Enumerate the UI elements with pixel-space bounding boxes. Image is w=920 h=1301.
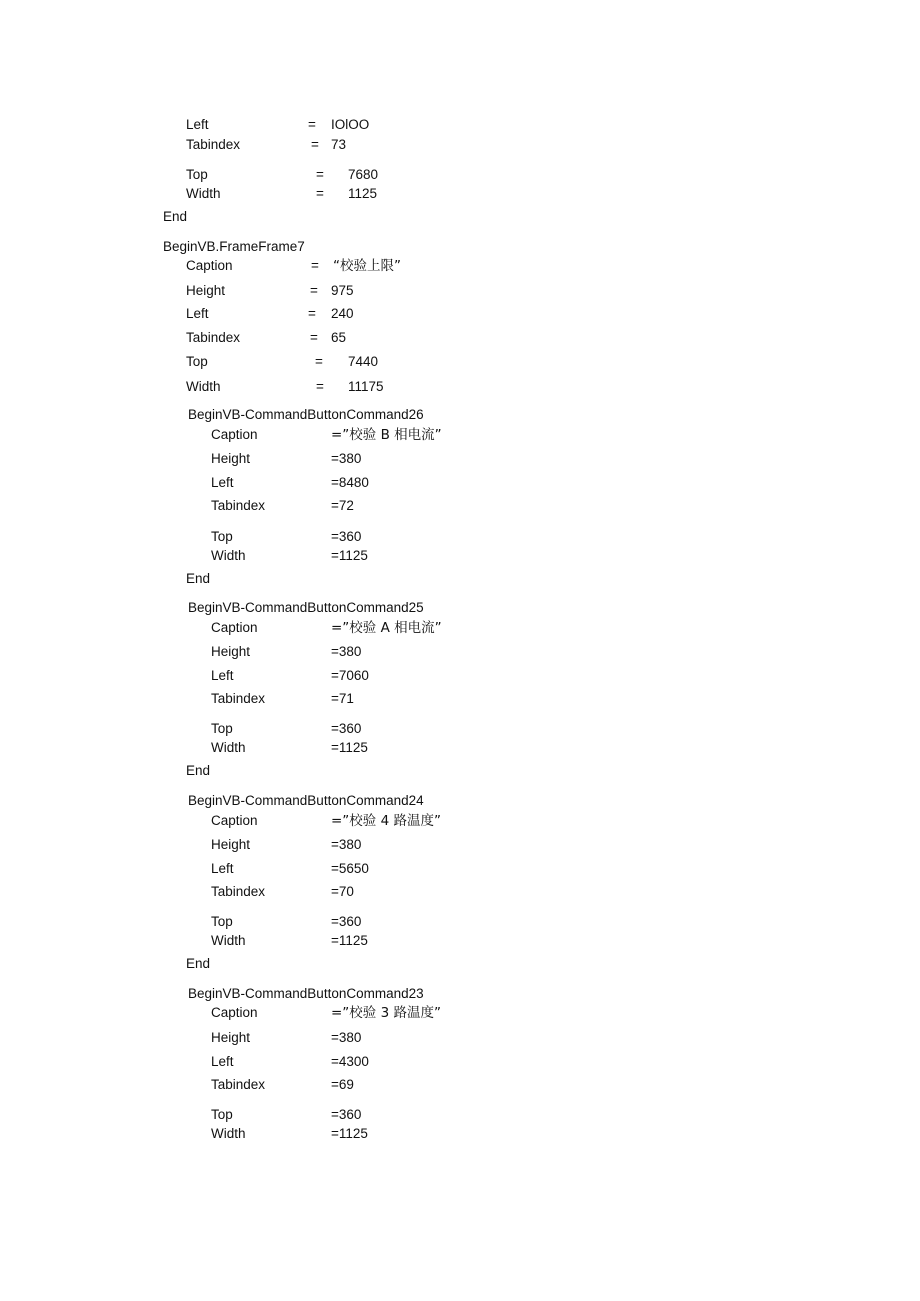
button-begin-line: BeginVB-CommandButtonCommand24 (188, 793, 424, 808)
prop-key: Caption (211, 1005, 258, 1020)
prop-key: Height (186, 283, 226, 298)
end-keyword: End (163, 209, 188, 224)
prop-value: 65 (331, 330, 347, 345)
prop-key: Left (211, 1054, 234, 1069)
prop-value: =360 (331, 914, 362, 929)
button-begin-line: BeginVB-CommandButtonCommand26 (188, 407, 424, 422)
prop-key: Left (211, 668, 234, 683)
prop-value: =72 (331, 498, 354, 513)
prop-value: =5650 (331, 861, 369, 876)
prop-key: Width (211, 933, 246, 948)
prop-value: =8480 (331, 475, 369, 490)
prop-key: Tabindex (211, 498, 266, 513)
prop-key: Tabindex (186, 330, 241, 345)
prop-value: “校验上限” (333, 258, 401, 274)
prop-equals: = (311, 137, 319, 152)
end-keyword: End (186, 571, 211, 586)
prop-key: Top (211, 721, 233, 736)
prop-equals: = (308, 117, 316, 132)
prop-value: =69 (331, 1077, 354, 1092)
prop-value: =1125 (331, 1126, 368, 1141)
prop-key: Height (211, 837, 251, 852)
prop-key: Left (186, 306, 209, 321)
prop-key: Caption (186, 258, 233, 273)
prop-equals: = (311, 258, 319, 273)
prop-equals: = (316, 167, 324, 182)
frame-begin-line: BeginVB.FrameFrame7 (163, 239, 305, 254)
prop-equals: = (310, 283, 318, 298)
prop-key: Left (186, 117, 209, 132)
prop-value: 7440 (348, 354, 379, 369)
prop-value: 975 (331, 283, 354, 298)
prop-value: =70 (331, 884, 354, 899)
prop-value: =380 (331, 837, 362, 852)
prop-value: =360 (331, 529, 362, 544)
prop-key: Tabindex (211, 884, 266, 899)
prop-value: =360 (331, 1107, 362, 1122)
prop-value: 7680 (348, 167, 379, 182)
end-keyword: End (186, 763, 211, 778)
prop-equals: = (316, 379, 324, 394)
prop-key: Top (186, 167, 208, 182)
prop-key: Tabindex (186, 137, 241, 152)
prop-value: =1125 (331, 740, 368, 755)
prop-value: =”校验 B 相电流” (331, 427, 442, 443)
button-begin-line: BeginVB-CommandButtonCommand25 (188, 600, 424, 615)
end-keyword: End (186, 956, 211, 971)
prop-key: Width (211, 1126, 246, 1141)
prop-key: Tabindex (211, 691, 266, 706)
prop-key: Width (186, 379, 221, 394)
prop-key: Top (211, 914, 233, 929)
prop-value: =1125 (331, 933, 368, 948)
prop-key: Height (211, 644, 251, 659)
prop-value: =360 (331, 721, 362, 736)
prop-value: =4300 (331, 1054, 369, 1069)
prop-value: 11175 (348, 379, 384, 394)
prop-key: Caption (211, 427, 258, 442)
prop-key: Top (211, 1107, 233, 1122)
prop-key: Width (211, 740, 246, 755)
prop-equals: = (308, 306, 316, 321)
prop-value: =380 (331, 1030, 362, 1045)
prop-key: Height (211, 451, 251, 466)
prop-value: =”校验 3 路温度” (331, 1005, 441, 1021)
prop-value: 240 (331, 306, 354, 321)
prop-key: Width (211, 548, 246, 563)
button-begin-line: BeginVB-CommandButtonCommand23 (188, 986, 424, 1001)
prop-key: Top (211, 529, 233, 544)
prop-value: IOlOO (331, 117, 370, 132)
prop-equals: = (316, 186, 324, 201)
prop-key: Caption (211, 620, 258, 635)
prop-value: =”校验 4 路温度” (331, 813, 441, 829)
prop-key: Left (211, 861, 234, 876)
prop-equals: = (315, 354, 323, 369)
prop-key: Left (211, 475, 234, 490)
prop-value: 73 (331, 137, 347, 152)
prop-value: =”校验 A 相电流” (331, 620, 442, 636)
prop-value: =71 (331, 691, 354, 706)
prop-key: Caption (211, 813, 258, 828)
prop-equals: = (310, 330, 318, 345)
prop-key: Height (211, 1030, 251, 1045)
prop-key: Tabindex (211, 1077, 266, 1092)
prop-key: Top (186, 354, 208, 369)
prop-value: =7060 (331, 668, 369, 683)
prop-value: =380 (331, 451, 362, 466)
prop-key: Width (186, 186, 221, 201)
prop-value: =380 (331, 644, 362, 659)
prop-value: 1125 (348, 186, 378, 201)
prop-value: =1125 (331, 548, 368, 563)
